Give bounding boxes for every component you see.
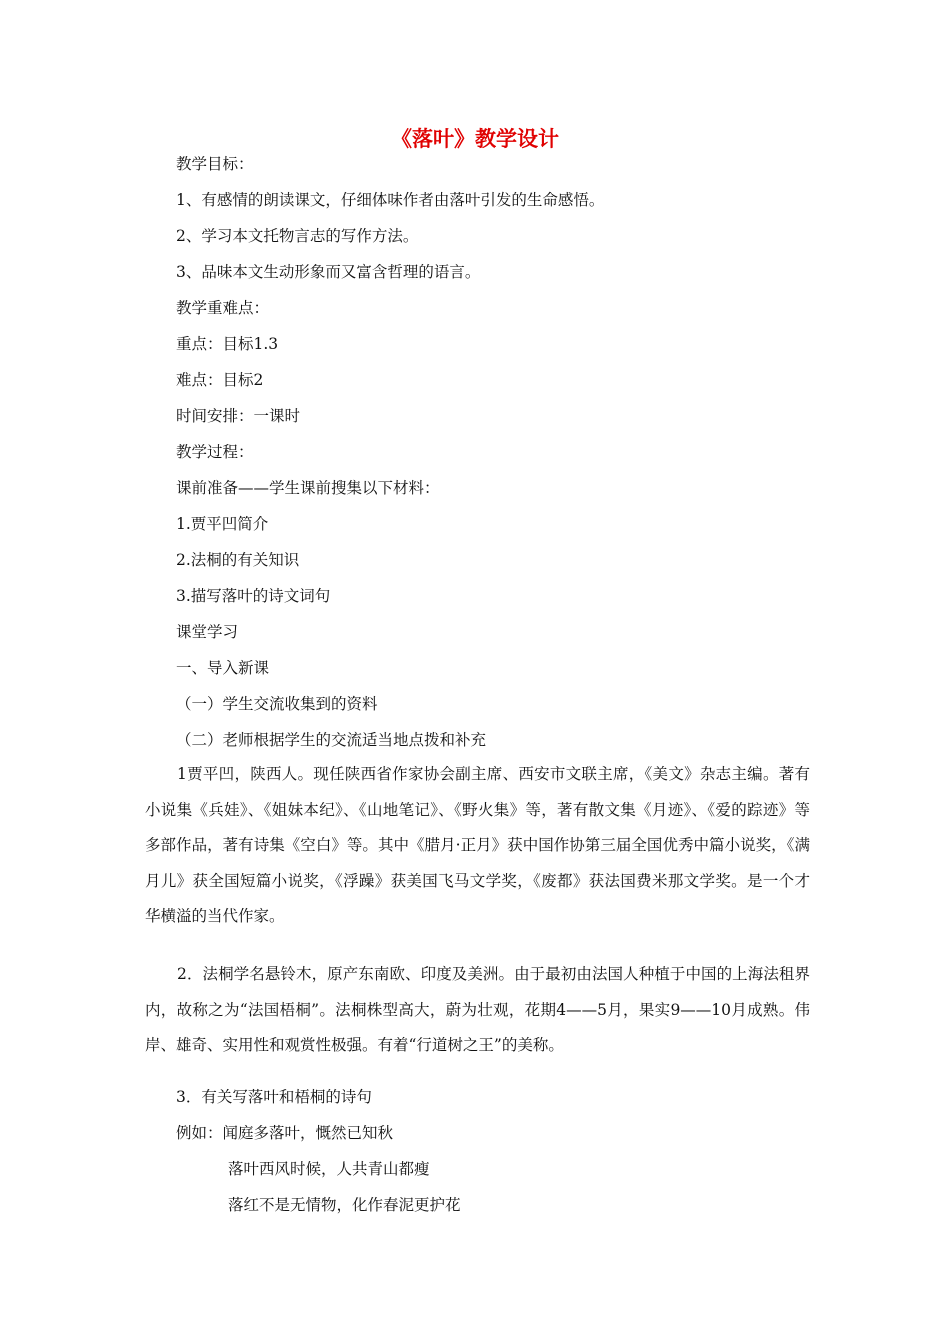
objective-item: 3、品味本文生动形象而又富含哲理的语言。: [176, 263, 481, 281]
objectives-heading: 教学目标：: [176, 155, 254, 173]
classroom-heading: 课堂学习: [176, 623, 239, 641]
section-heading: 一、导入新课: [176, 659, 270, 677]
difficulty: 难点：目标2: [176, 371, 264, 389]
poem-line: 例如：闻庭多落叶，慨然已知秋: [176, 1124, 394, 1142]
poem-line: 落叶西风时候，人共青山都瘦: [228, 1160, 430, 1178]
poems-heading: 3．有关写落叶和梧桐的诗句: [176, 1088, 372, 1106]
material-item: 2.法桐的有关知识: [176, 551, 300, 569]
objective-item: 2、学习本文托物言志的写作方法。: [176, 227, 419, 245]
objective-item: 1、有感情的朗读课文，仔细体味作者由落叶引发的生命感悟。: [176, 191, 605, 209]
material-item: 3.描写落叶的诗文词句: [176, 587, 331, 605]
key-point: 重点：目标1.3: [176, 335, 279, 353]
time-arrangement: 时间安排：一课时: [176, 407, 301, 425]
document-title: 《落叶》教学设计: [391, 127, 559, 151]
subsection-heading: （一）学生交流收集到的资料: [176, 695, 378, 713]
process-heading: 教学过程：: [176, 443, 254, 461]
subsection-heading: （二）老师根据学生的交流适当地点拨和补充: [176, 731, 487, 749]
author-paragraph: 1贾平凹，陕西人。现任陕西省作家协会副主席、西安市文联主席，《美文》杂志主编。著有小说集《兵娃》、《姐妹本纪》、《山地笔记》、《野火集》等，著有散文集《月迹》、《爱的踪迹》等多部作品，著有诗集《空白》等。其中《腊月·正月》获中国作协第三届全国优秀中篇小说奖，《满月儿》获全国短篇小说奖，《浮躁》获美国飞马文学奖，《废都》获法国费米那文学奖。是一个才华横溢的当代作家。: [145, 765, 810, 926]
key-points-heading: 教学重难点：: [176, 299, 270, 317]
preparation-text: 课前准备——学生课前搜集以下材料：: [176, 479, 440, 497]
plane-tree-paragraph: 2．法桐学名悬铃木，原产东南欧、印度及美洲。由于最初由法国人种植于中国的上海法租界内，故称之为“法国梧桐”。法桐株型高大，蔚为壮观，花期4——5月，果实9——10月成熟。伟岸、雄奇、实用性和观赏性极强。有着“行道树之王”的美称。: [145, 965, 810, 1055]
poem-line: 落红不是无情物，化作春泥更护花: [228, 1196, 461, 1214]
material-item: 1.贾平凹简介: [176, 515, 269, 533]
